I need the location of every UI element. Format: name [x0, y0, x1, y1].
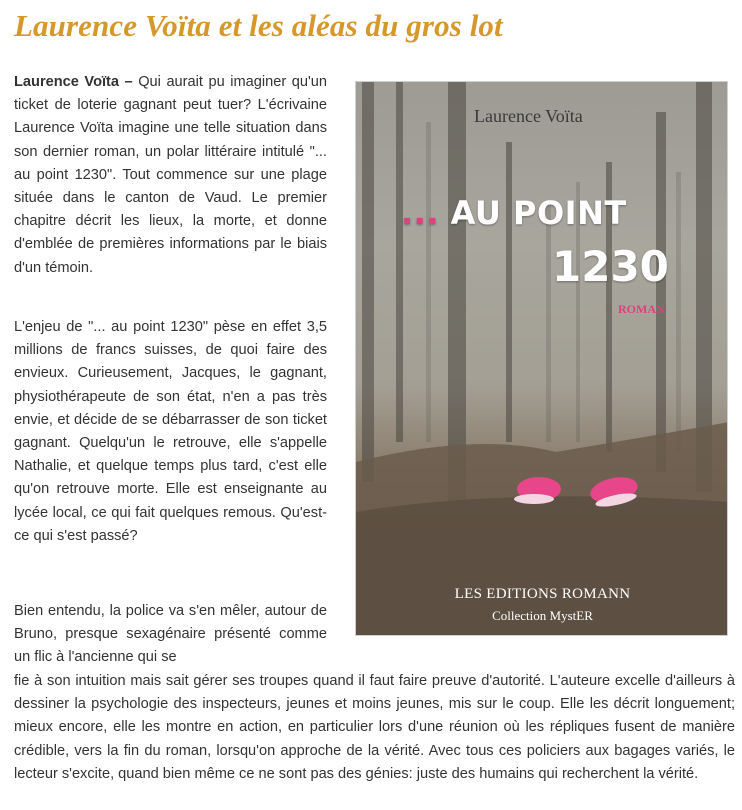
paragraph-1-text: Qui aurait pu imaginer qu'un ticket de loterie gagnant peut tuer? L'écrivaine Laurence Voïta imagine une telle situation dans son dernier roman, un polar littéraire intitulé "... au point 1230". Tout commence sur une plage située dans le canton de Vaud. Le premier chapitre décrit les lieux, la morte, et donne d'emblée de premières informations par le biais d'un témoin.	[14, 74, 327, 276]
author-name: Laurence Voïta –	[14, 74, 133, 90]
cover-title-text: AU POINT	[438, 194, 627, 232]
paragraph-3-continued: fie à son intuition mais sait gérer ses troupes quand il faut faire preuve d'autorité. L'auteure excelle d'ailleurs à dessiner la psychologie des inspecteurs, jeunes et moins jeunes, mis sur le coup. Elle les décrit longuement; mieux encore, elle les montre en action, en particulier lors d'une réunion où les répliques fusent de manière crédible, vers la fin du roman, lorsqu'on approche de la vérité. Avec tous ces policiers aux bagages variés, le lecteur s'excite, quand bien même ce ne sont pas des génies: juste des humains qui recherchent la vérité.	[14, 673, 735, 782]
cover-collection: Collection MystER	[492, 608, 593, 623]
paragraph-1	[14, 71, 327, 280]
paragraph-3-start: Bien entendu, la police va s'en mêler, autour de Bruno, presque sexagénaire présenté comme un flic à l'ancienne qui se	[14, 603, 327, 666]
cover-publisher: LES EDITIONS ROMANN	[454, 586, 631, 602]
cover-illustration	[356, 82, 728, 636]
book-cover	[355, 81, 728, 636]
paragraph-2: L'enjeu de "... au point 1230" pèse en effet 3,5 millions de francs suisses, de quoi faire des envieux. Curieusement, Jacques, le gagnant, physiothérapeute de son état, n'en a pas très envie, et décide de se débarrasser de son ticket gagnant. Quelqu'un le retrouve, elle s'appelle Nathalie, et quelque temps plus tard, c'est elle qu'on retrouve morte. Elle est enseignante au lycée local, ce qui fait quelques remous. Qu'est-ce qui s'est passé?	[14, 319, 327, 544]
cover-author: Laurence Voïta	[474, 106, 583, 126]
cover-title-number: 1230	[552, 242, 669, 291]
cover-title-dots: ...	[401, 194, 439, 232]
cover-title-line1	[401, 194, 627, 232]
cover-genre: ROMAN	[618, 302, 665, 316]
article-title: Laurence Voïta et les aléas du gros lot	[14, 8, 503, 43]
